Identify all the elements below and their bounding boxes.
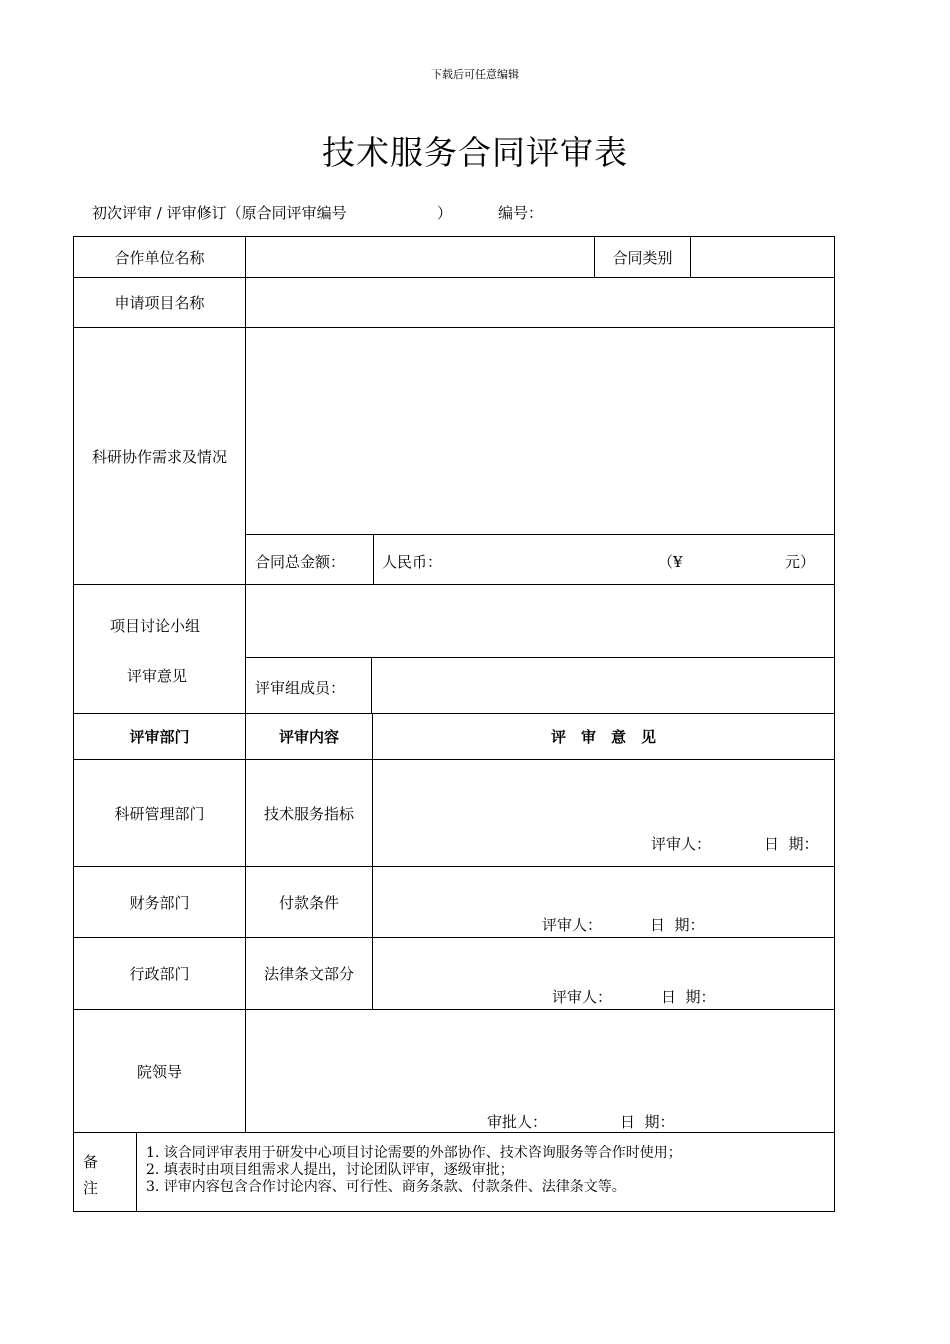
project-name-field[interactable] <box>246 278 834 327</box>
review-row-department: 财务部门 <box>129 893 190 912</box>
total-amount-label: 合同总金额： <box>255 553 346 571</box>
group-opinion-field[interactable] <box>246 585 834 657</box>
department-header: 评审部门 <box>129 728 190 746</box>
column-divider <box>136 1132 137 1212</box>
approver-label: 审批人： <box>487 1113 548 1131</box>
research-needs-field[interactable] <box>246 328 834 534</box>
partner-name-label: 合作单位名称 <box>114 248 205 267</box>
date-label: 日 期： <box>650 916 705 934</box>
remarks-label: 备 <box>83 1153 99 1171</box>
yen-open-label: （¥ <box>658 553 683 571</box>
remarks-label: 注 <box>83 1179 99 1197</box>
review-row-department: 科研管理部门 <box>114 804 205 823</box>
review-number-close-paren: ） <box>437 204 453 222</box>
page-title: 技术服务合同评审表 <box>322 133 628 172</box>
discussion-group-label: 项目讨论小组 <box>110 617 201 635</box>
review-row-department: 行政部门 <box>129 965 190 983</box>
remarks-text <box>146 1145 682 1196</box>
table-border-bottom <box>73 1211 835 1212</box>
contract-type-label: 合同类别 <box>612 248 673 267</box>
yuan-close-label: 元） <box>785 553 816 571</box>
partner-name-field[interactable] <box>246 237 594 277</box>
leader-opinion-field[interactable] <box>246 1010 834 1100</box>
date-label: 日 期： <box>764 835 819 853</box>
review-row-opinion-field[interactable] <box>373 760 834 830</box>
reviewer-label: 评审人： <box>542 916 603 934</box>
table-border-right <box>834 236 835 1212</box>
approval-date-label: 日 期： <box>620 1113 675 1131</box>
yen-amount-field[interactable] <box>680 535 780 584</box>
review-row-content: 技术服务指标 <box>263 804 354 823</box>
review-row-content: 付款条件 <box>278 893 339 912</box>
review-opinion-label: 评审意见 <box>127 667 188 685</box>
row-divider <box>73 1132 835 1133</box>
reviewer-label: 评审人： <box>552 988 613 1006</box>
review-row-opinion-field[interactable] <box>373 938 834 978</box>
rmb-amount-field[interactable] <box>440 535 650 584</box>
opinion-header: 评 审 意 见 <box>550 728 656 746</box>
content-header: 评审内容 <box>278 728 339 746</box>
reviewer-label: 评审人： <box>651 835 712 853</box>
leader-label: 院领导 <box>136 1062 182 1081</box>
project-name-label: 申请项目名称 <box>114 294 205 312</box>
remarks-line: 3. 评审内容包含合作讨论内容、可行性、商务条款、付款条件、法律条文等。 <box>146 1179 626 1195</box>
remarks-line: 2. 填表时由项目组需求人提出，讨论团队评审，逐级审批； <box>146 1162 514 1178</box>
form-number-label: 编号： <box>498 204 544 222</box>
watermark-text: 下载后可任意编辑 <box>431 68 519 81</box>
date-label: 日 期： <box>661 988 716 1006</box>
remarks-line: 1. 该合同评审表用于研发中心项目讨论需要的外部协作、技术咨询服务等合作时使用； <box>146 1145 682 1161</box>
review-members-label: 评审组成员： <box>255 679 346 697</box>
review-type-label: 初次评审 / 评审修订（原合同评审编号 <box>92 204 347 222</box>
rmb-label: 人民币： <box>382 553 443 571</box>
review-row-content: 法律条文部分 <box>263 965 354 983</box>
review-members-field[interactable] <box>372 658 834 713</box>
contract-type-field[interactable] <box>691 237 834 277</box>
review-row-opinion-field[interactable] <box>373 867 834 907</box>
column-divider <box>373 534 374 585</box>
research-needs-label: 科研协作需求及情况 <box>91 447 227 466</box>
